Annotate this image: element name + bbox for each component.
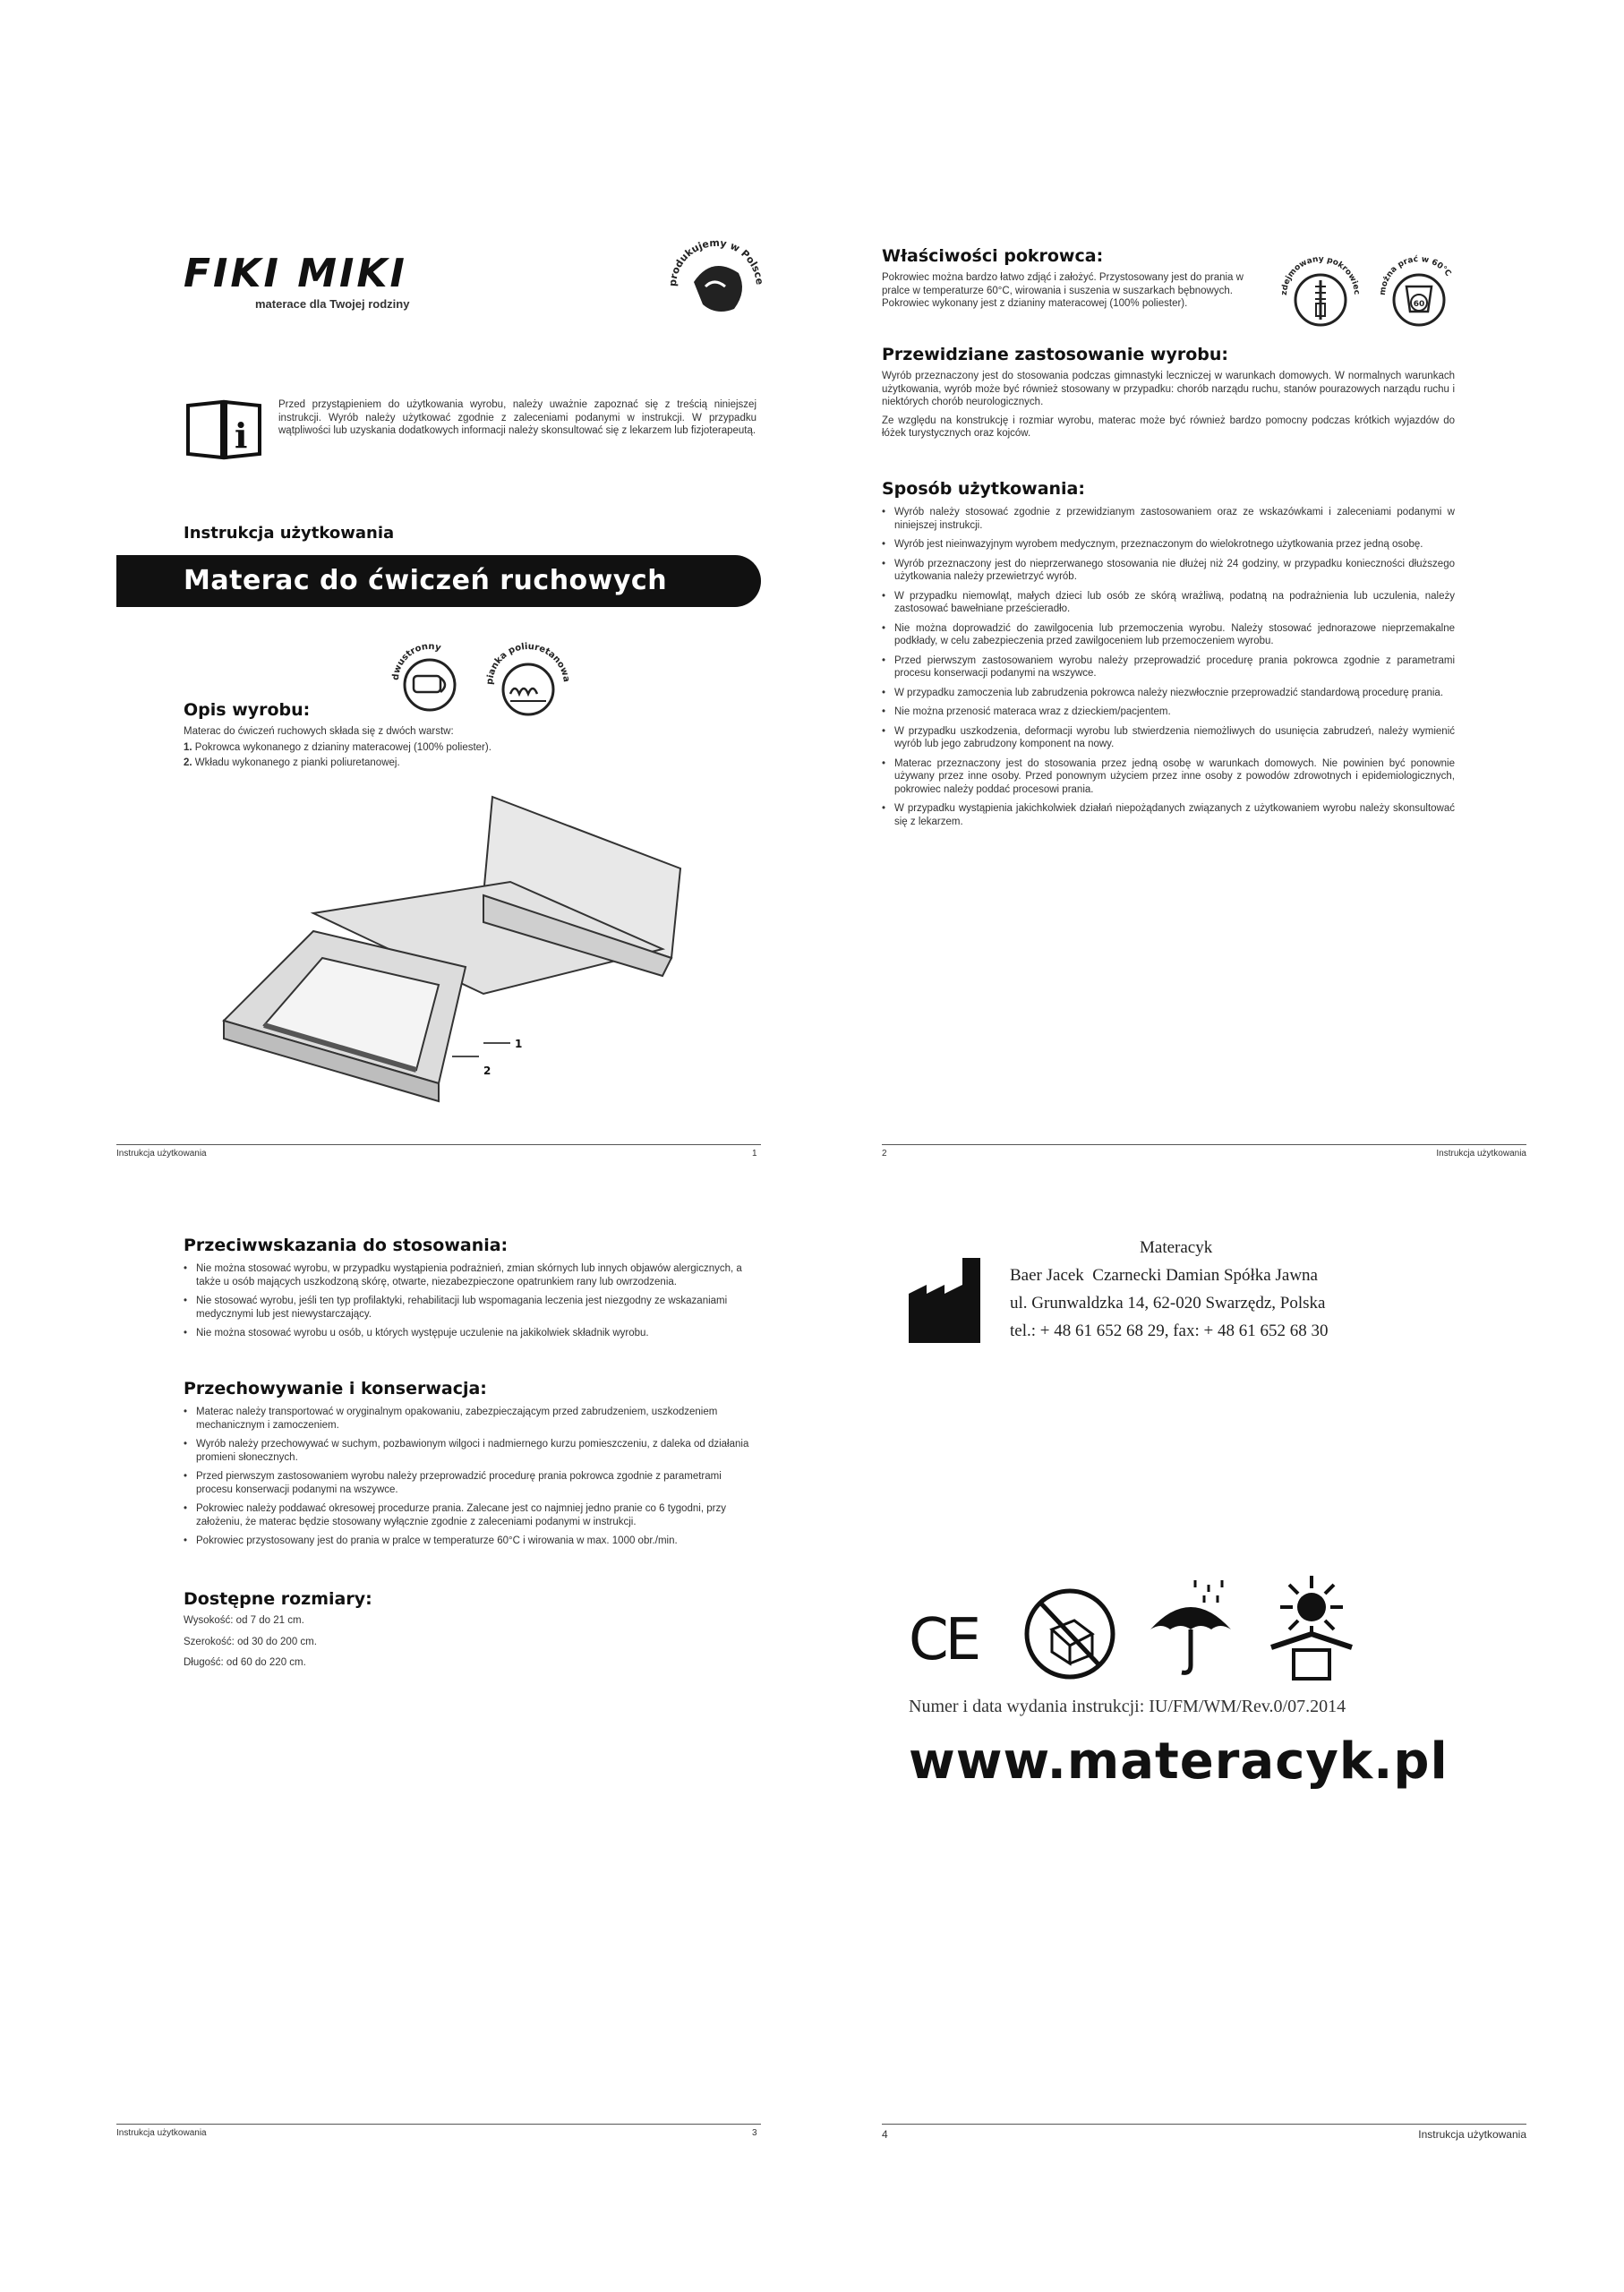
- product-title-banner: [116, 555, 761, 607]
- no-sun-box-icon: [1021, 1585, 1119, 1683]
- badge-foam: pianka poliuretanowa: [484, 641, 571, 686]
- manufacturer-name: Materacyk: [1140, 1238, 1213, 1257]
- wash-temp: 60: [1413, 300, 1425, 309]
- usage-item: • Wyrób jest nieinwazyjnym wyrobem medycznym, przeznaczonym do wielokrotnego użytkowania przez jedną osobę.: [882, 538, 1455, 552]
- intended-use-p2: Ze względu na konstrukcję i rozmiar wyrobu, materac może być również bardzo pomocny podczas krótkich wyjazdów do łóżek turystycznych oraz kojców.: [882, 415, 1455, 439]
- product-title: Materac do ćwiczeń ruchowych: [184, 565, 668, 596]
- storage-list: [184, 1406, 756, 1548]
- intended-use-heading: Przewidziane zastosowanie wyrobu:: [882, 345, 1229, 364]
- washable-icon: [1374, 246, 1464, 336]
- brand-name: FIKI MIKI: [184, 251, 407, 296]
- cover-section: [882, 246, 1258, 311]
- storage-item: • Wyrób należy przechowywać w suchym, pozbawionym wilgoci i nadmiernego kurzu pomieszczeniu, z daleka od działania promieni słonecznych.: [184, 1438, 756, 1464]
- description-section: [184, 700, 560, 770]
- usage-item: • W przypadku zamoczenia lub zabrudzenia pokrowca należy niezwłocznie przeprowadzić standardową procedurę prania.: [882, 687, 1455, 700]
- storage-item: • Materac należy transportować w oryginalnym opakowaniu, zabezpieczającym przed zabrudzeniem, uszkodzeniem mechanicznym i zamoczeniem.: [184, 1406, 756, 1432]
- usage-item: • Materac przeznaczony jest do stosowania przez jedną osobę w warunkach domowych. Nie powinien być ponownie używany przez inne osoby. Przed ponownym użyciem przez inne osoby z powodów zdrowotnych i epidemiologicznych, pokrowiec należy poddać procesowi prania.: [882, 757, 1455, 797]
- contra-item: • Nie można stosować wyrobu u osób, u których występuje uczulenie na jakikolwiek składnik wyrobu.: [184, 1327, 756, 1340]
- made-in-label: produkujemy w Polsce: [666, 236, 766, 287]
- contra-heading: Przeciwwskazania do stosowania:: [184, 1236, 509, 1255]
- usage-item: • Nie można doprowadzić do zawilgocenia lub przemoczenia wyrobu. Należy stosować jednorazowe nieprzemakalne podkłady, w celu zabezpieczenia przed zawilgoceniem lub przemoczeniem wyrobu.: [882, 622, 1455, 648]
- size-length: Długość: od 60 do 220 cm.: [184, 1657, 306, 1668]
- diagram-label-2: 2: [483, 1065, 491, 1077]
- usage-item: • W przypadku uszkodzenia, deformacji wyrobu lub stwierdzenia niemożliwych do usunięcia zabrudzeń, należy wymienić wyrób lub jego zabrudzony komponent na nowy.: [882, 725, 1455, 751]
- footer-num-p4: 4: [882, 2128, 888, 2141]
- storage-item: • Pokrowiec należy poddawać okresowej procedurze prania. Zalecane jest co najmniej jedno pranie co 6 tygodni, przy założeniu, że materac będzie stosowany wyłącznie zgodnie z zaleceniami podanymi w instrukcji.: [184, 1502, 756, 1528]
- keep-dry-icon: [1141, 1576, 1240, 1679]
- removable-cover-icon: [1276, 246, 1365, 336]
- usage-item: • Wyrób przeznaczony jest do nieprzerwanego stosowania nie dłużej niż 24 godziny, w przypadku konieczności dłuższego użytkowania należy przewietrzyć wyrób.: [882, 558, 1455, 584]
- usage-list: [882, 506, 1455, 828]
- usage-item: • Przed pierwszym zastosowaniem wyrobu należy przeprowadzić procedurę prania pokrowca zgodnie z parametrami procesu konserwacji podanymi na wszywce.: [882, 654, 1455, 680]
- usage-item: • Nie można przenosić materaca wraz z dzieckiem/pacjentem.: [882, 706, 1455, 719]
- description-item: 2. Wkładu wykonanego z pianki poliuretanowej.: [184, 757, 400, 768]
- footer-label-p2: Instrukcja użytkowania: [1436, 1149, 1526, 1159]
- website[interactable]: www.materacyk.pl: [909, 1732, 1449, 1791]
- manufacturer-icon: [909, 1258, 998, 1343]
- footer-label-p3: Instrukcja użytkowania: [116, 2128, 207, 2138]
- description-heading: Opis wyrobu:: [184, 700, 311, 720]
- brand-logo: [184, 251, 479, 322]
- storage-item: • Pokrowiec przystosowany jest do prania w pralce w temperaturze 60°C i wirowania w max. 1000 obr./min.: [184, 1535, 756, 1548]
- intro-warning: Przed przystąpieniem do użytkowania wyrobu, należy uważnie zapoznać się z treścią niniejszej instrukcji. Wyrób należy użytkować zgodnie z zaleceniami podanymi w instrukcji. W przypadku wątpliwości lub uzyskania dodatkowych informacji należy skonsultować się z lekarzem lub fizjoterapeutą.: [278, 399, 756, 436]
- contra-item: • Nie stosować wyrobu, jeśli ten typ profilaktyki, rehabilitacji lub wspomagania leczenia jest niezgodny ze wskazaniami medycznymi lub jest niewystarczający.: [184, 1295, 756, 1321]
- manufacturer-address: ul. Grunwaldzka 14, 62-020 Swarzędz, Polska: [1010, 1294, 1326, 1313]
- cover-text: Pokrowiec można bardzo łatwo zdjąć i założyć. Przystosowany jest do prania w pralce w temperaturze 60°C, wirowania i suszenia w suszarkach bębnowych. Pokrowiec wykonany jest z dzianiny materacowej (100% poliester).: [882, 272, 1244, 309]
- mattress-diagram: [215, 779, 716, 1119]
- size-height: Wysokość: od 7 do 21 cm.: [184, 1615, 304, 1626]
- manufacturer-phone: tel.: + 48 61 652 68 29, fax: + 48 61 652 68 30: [1010, 1321, 1329, 1340]
- warning-block: [184, 398, 756, 470]
- wash-label: można prać w 60°C: [1378, 254, 1453, 296]
- storage-item: • Przed pierwszym zastosowaniem wyrobu należy przeprowadzić procedurę prania pokrowca zgodnie z parametrami procesu konserwacji podanymi na wszywce.: [184, 1470, 756, 1496]
- footer-label-p4: Instrukcja użytkowania: [1418, 2128, 1526, 2141]
- description-item: 1. Pokrowca wykonanego z dzianiny materacowej (100% poliester).: [184, 741, 491, 753]
- keep-from-sunlight-icon: [1262, 1571, 1361, 1683]
- sizes-heading: Dostępne rozmiary:: [184, 1589, 372, 1609]
- usage-item: • W przypadku niemowląt, małych dzieci lub osób ze skórą wrażliwą, podatną na podrażnienia lub uczulenia, należy zastosować bawełniane prześcieradło.: [882, 590, 1455, 616]
- contra-section: [184, 1236, 756, 1347]
- intended-use-section: [882, 345, 1455, 440]
- usage-item: • Wyrób należy stosować zgodnie z przewidzianym zastosowaniem oraz ze wskazówkami i zaleceniami podanymi w niniejszej instrukcji.: [882, 506, 1455, 532]
- brand-tagline: materace dla Twojej rodziny: [255, 297, 410, 311]
- diagram-label-1: 1: [515, 1038, 523, 1050]
- manual-label: Instrukcja użytkowania: [184, 524, 395, 543]
- made-in-poland-icon: [662, 224, 770, 331]
- contra-item: • Nie można stosować wyrobu, w przypadku wystąpienia podrażnień, zmian skórnych lub innych objawów alergicznych, a także u osób mających uszkodzoną skórę, otwarte, niezabezpieczone opatrunkiem rany lub owrzodzenia.: [184, 1262, 756, 1288]
- read-instructions-icon: [184, 398, 264, 461]
- cover-heading: Właściwości pokrowca:: [882, 246, 1104, 266]
- description-intro: Materac do ćwiczeń ruchowych składa się z dwóch warstw:: [184, 726, 454, 737]
- footer-num-p3: 3: [752, 2128, 757, 2138]
- storage-section: [184, 1379, 756, 1554]
- intended-use-p1: Wyrób przeznaczony jest do stosowania podczas gimnastyki leczniczej w warunkach domowych. W normalnych warunkach użytkowania, wyrób może być również stosowany w przypadku: chorób narządu ruchu, stanów pourazowych narządu ruchu i niektórych chorób neurologicznych.: [882, 371, 1455, 407]
- badge-double-sided: dwustronny: [390, 641, 442, 681]
- footer-line-p4: [882, 2124, 1526, 2125]
- contra-list: [184, 1262, 756, 1340]
- usage-section: [882, 479, 1455, 834]
- ce-mark: CE: [909, 1607, 979, 1673]
- manufacturer-block: [1010, 1234, 1368, 1345]
- sizes-section: [184, 1589, 542, 1670]
- footer-line-p2: [882, 1144, 1526, 1145]
- footer-num-p2: 2: [882, 1149, 887, 1159]
- removable-label: zdejmowany pokrowiec: [1279, 254, 1362, 296]
- usage-item: • W przypadku wystąpienia jakichkolwiek działań niepożądanych związanych z użytkowaniem wyrobu należy skonsultować się z lekarzem.: [882, 802, 1455, 828]
- footer-line-p1: [116, 1144, 761, 1145]
- svg-text:i: i: [235, 415, 248, 456]
- footer-line-p3: [116, 2124, 761, 2125]
- manufacturer-company: Baer Jacek Czarnecki Damian Spółka Jawna: [1010, 1266, 1318, 1285]
- footer-label-p1: Instrukcja użytkowania: [116, 1149, 207, 1159]
- usage-heading: Sposób użytkowania:: [882, 479, 1085, 499]
- size-width: Szerokość: od 30 do 200 cm.: [184, 1636, 317, 1647]
- storage-heading: Przechowywanie i konserwacja:: [184, 1379, 487, 1398]
- instruction-number: Numer i data wydania instrukcji: IU/FM/WM/Rev.0/07.2014: [909, 1697, 1346, 1716]
- footer-num-p1: 1: [752, 1149, 757, 1159]
